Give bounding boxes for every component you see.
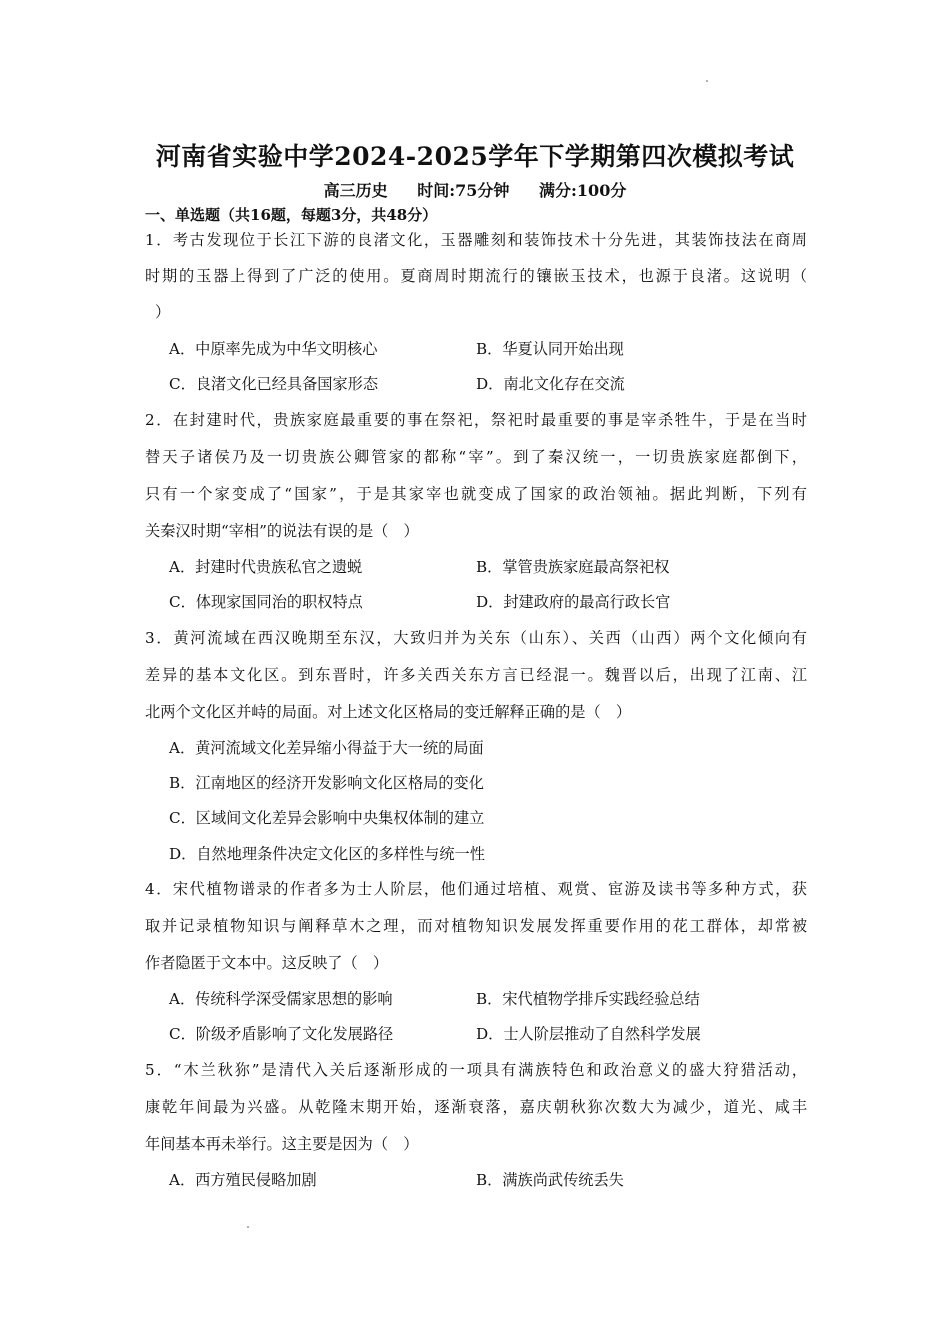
question-4-line: 取并记录植物知识与阐释草木之理，而对植物知识发展发挥重要作用的花工群体，却常被 xyxy=(145,917,807,935)
question-5-line: 5．“木兰秋狝”是清代入关后逐渐形成的一项具有满族特色和政治意义的盛大狩猎活动， xyxy=(145,1061,807,1079)
question-2-option-d: D．封建政府的最高行政长官 xyxy=(476,593,671,611)
question-1-option-d: D．南北文化存在交流 xyxy=(476,375,625,393)
question-4-option-a: A．传统科学深受儒家思想的影响 xyxy=(169,990,393,1008)
question-2-option-a: A．封建时代贵族私官之遗蜕 xyxy=(169,558,363,576)
question-4-line: 4．宋代植物谱录的作者多为士人阶层，他们通过培植、观赏、宦游及读书等多种方式，获 xyxy=(145,880,807,898)
question-4-option-d: D．士人阶层推动了自然科学发展 xyxy=(476,1025,701,1043)
question-2-line: 2．在封建时代，贵族家庭最重要的事在祭祀，祭祀时最重要的事是宰杀牲牛，于是在当时 xyxy=(145,411,807,429)
question-4-line: 作者隐匿于文本中。这反映了（ ） xyxy=(145,954,388,972)
exam-subject: 高三历史 xyxy=(323,181,388,200)
exam-title: 河南省实验中学2024-2025学年下学期第四次模拟考试 xyxy=(155,142,795,171)
exam-info xyxy=(0,178,950,201)
question-2-line: 只有一个家变成了“国家”，于是其家宰也就变成了国家的政治领袖。据此判断，下列有 xyxy=(145,485,807,503)
question-1-line: 时期的玉器上得到了广泛的使用。夏商周时期流行的镶嵌玉技术，也源于良渚。这说明（ xyxy=(145,267,807,285)
question-5-line: 年间基本再未举行。这主要是因为（ ） xyxy=(145,1135,419,1153)
question-5-option-b: B．满族尚武传统丢失 xyxy=(476,1171,624,1189)
section-heading: 一、单选题（共16题，每题3分，共48分） xyxy=(145,206,438,224)
question-1-line: 1．考古发现位于长江下游的良渚文化，玉器雕刻和装饰技术十分先进，其装饰技法在商周 xyxy=(145,231,807,249)
question-2-line: 替天子诸侯乃及一切贵族公卿管家的都称“宰”。到了秦汉统一，一切贵族家庭都倒下， xyxy=(145,448,807,466)
question-1-line: ） xyxy=(155,303,171,321)
question-4-option-c: C．阶级矛盾影响了文化发展路径 xyxy=(169,1025,394,1043)
question-3-line: 差异的基本文化区。到东晋时，许多关西关东方言已经混一。魏晋以后，出现了江南、江 xyxy=(145,666,807,684)
question-3-option-d: D．自然地理条件决定文化区的多样性与统一性 xyxy=(169,845,485,863)
question-3-option-b: B．江南地区的经济开发影响文化区格局的变化 xyxy=(169,774,484,792)
question-1-option-b: B．华夏认同开始出现 xyxy=(476,340,624,358)
question-5-line: 康乾年间最为兴盛。从乾隆末期开始，逐渐衰落，嘉庆朝秋狝次数大为减少，道光、咸丰 xyxy=(145,1098,807,1116)
question-3-line: 北两个文化区并峙的局面。对上述文化区格局的变迁解释正确的是（ ） xyxy=(145,703,631,721)
question-3-option-a: A．黄河流域文化差异缩小得益于大一统的局面 xyxy=(169,739,484,757)
question-2-line: 关秦汉时期“宰相”的说法有误的是（ ） xyxy=(145,522,419,540)
question-1-option-a: A．中原率先成为中华文明核心 xyxy=(169,340,378,358)
question-4-option-b: B．宋代植物学排斥实践经验总结 xyxy=(476,990,700,1008)
question-2-option-c: C．体现家国同治的职权特点 xyxy=(169,593,363,611)
question-3-option-c: C．区域间文化差异会影响中央集权体制的建立 xyxy=(169,809,485,827)
exam-time: 时间:75分钟 xyxy=(417,181,510,200)
scan-dot xyxy=(247,1226,249,1228)
question-2-option-b: B．掌管贵族家庭最高祭祀权 xyxy=(476,558,670,576)
scan-dot xyxy=(706,80,708,82)
question-3-line: 3．黄河流域在西汉晚期至东汉，大致归并为关东（山东）、关西（山西）两个文化倾向有 xyxy=(145,629,807,647)
question-5-option-a: A．西方殖民侵略加剧 xyxy=(169,1171,317,1189)
question-1-option-c: C．良渚文化已经具备国家形态 xyxy=(169,375,379,393)
exam-score: 满分:100分 xyxy=(539,181,627,200)
